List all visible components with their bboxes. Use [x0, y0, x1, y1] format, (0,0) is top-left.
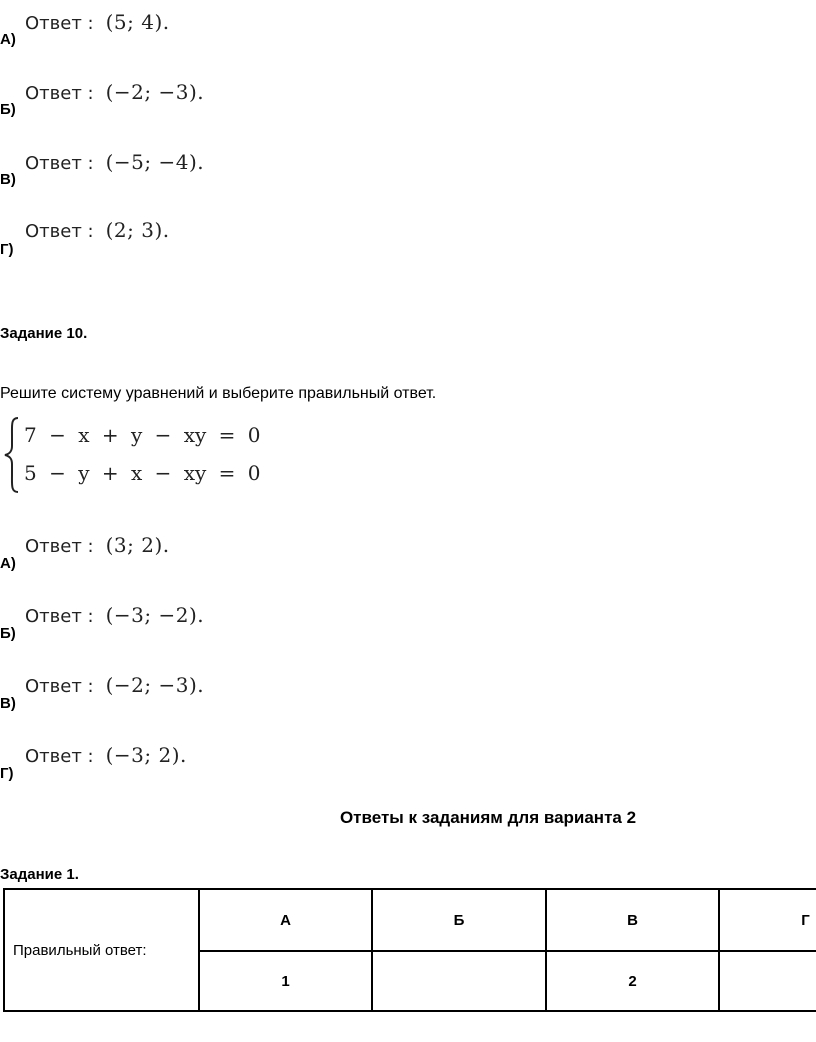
option-letter: Б) [0, 101, 16, 118]
answer-expression [25, 80, 204, 104]
answer-expression [25, 673, 204, 697]
answer-expression [25, 150, 204, 174]
answer-label: Ответ : [25, 153, 94, 174]
answer-label: Ответ : [25, 606, 94, 627]
answer-label: Ответ : [25, 83, 94, 104]
column-header: Г [801, 911, 810, 929]
answer-label: Ответ : [25, 536, 94, 557]
answer-label: Ответ : [25, 13, 94, 34]
answer-expression [25, 603, 204, 627]
answer-cell: 2 [628, 972, 637, 990]
answer-label: Ответ : [25, 676, 94, 697]
answer-label: Ответ : [25, 746, 94, 767]
answers-heading: Ответы к заданиям для варианта 2 [339, 808, 637, 827]
task-10-title: Задание 10. [0, 325, 88, 342]
answer-cell [720, 952, 816, 1010]
column-header: В [627, 911, 638, 929]
answer-value: (−2; −3). [105, 673, 205, 697]
answer-cell: 1 [281, 972, 290, 990]
answer-value: (2; 3). [105, 218, 170, 242]
answer-expression [25, 533, 170, 557]
option-letter: Г) [0, 241, 14, 258]
answer-value: (−5; −4). [105, 150, 205, 174]
answer-value: (3; 2). [105, 533, 170, 557]
option-letter: В) [0, 695, 16, 712]
equation-2: 5 − y + x − xy = 0 [24, 461, 261, 485]
answer-expression [25, 743, 187, 767]
answer-value: (−2; −3). [105, 80, 205, 104]
answer-cell [373, 952, 545, 1010]
answer-value: (−3; −2). [105, 603, 205, 627]
left-brace-icon [2, 415, 24, 495]
option-letter: А) [0, 555, 16, 572]
equation-system [2, 415, 302, 495]
option-letter: Б) [0, 625, 16, 642]
answers-table [3, 888, 816, 1012]
answers-task-title: Задание 1. [0, 866, 79, 883]
answer-value: (5; 4). [105, 10, 170, 34]
answer-expression [25, 10, 170, 34]
answer-value: (−3; 2). [105, 743, 187, 767]
column-header: Б [453, 911, 465, 929]
option-letter: В) [0, 171, 16, 188]
task-10-instruction: Решите систему уравнений и выберите правильный ответ. [0, 385, 437, 402]
row-label: Правильный ответ: [13, 941, 147, 959]
answer-label: Ответ : [25, 221, 94, 242]
answer-expression [25, 218, 170, 242]
option-letter: Г) [0, 765, 14, 782]
option-letter: А) [0, 31, 16, 48]
equation-1: 7 − x + y − xy = 0 [24, 423, 261, 447]
column-header: А [280, 911, 291, 929]
